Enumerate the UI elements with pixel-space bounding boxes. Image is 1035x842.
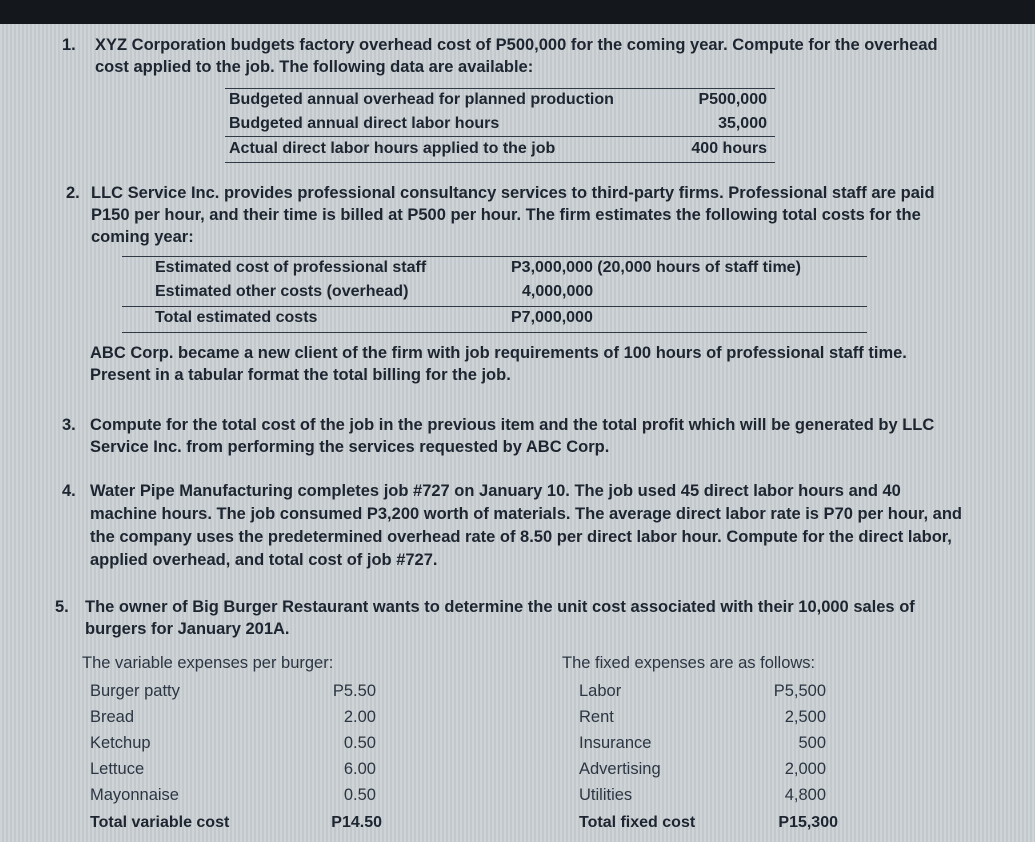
screen-top-bezel (0, 0, 1035, 24)
fixed-total-value: P15,300 (778, 814, 838, 831)
q3-number: 3. (62, 416, 76, 434)
q1-table-bottom-rule (225, 162, 775, 163)
q1-row-3-label: Actual direct labor hours applied to the job (229, 140, 556, 157)
q1-row-2-value: 35,000 (718, 115, 767, 132)
fixed-heading: The fixed expenses are as follows: (562, 654, 816, 672)
q2-table-bottom-rule (122, 332, 867, 333)
q5-number: 5. (55, 598, 69, 616)
q5-text: The owner of Big Burger Restaurant wants to determine the unit cost associated with their 10,000 sales of burgers for January 201A. (85, 598, 915, 638)
variable-item-label: Burger patty (90, 682, 180, 700)
q1-table-top-rule (225, 88, 775, 89)
variable-item-value: 6.00 (343, 760, 376, 778)
fixed-item-value: 2,000 (784, 760, 826, 778)
q1-number: 1. (62, 36, 76, 54)
variable-item-value: 0.50 (343, 786, 376, 804)
q4-number: 4. (62, 482, 76, 500)
variable-item-label: Mayonnaise (90, 786, 179, 804)
q1-row-1-label: Budgeted annual overhead for planned production (229, 91, 614, 108)
fixed-item-label: Insurance (579, 734, 652, 752)
variable-item-value: 2.00 (343, 708, 376, 726)
q1-table-mid-rule (225, 136, 775, 137)
q2-row-3-label: Total estimated costs (155, 309, 318, 326)
q5-fixed-expenses (562, 654, 862, 840)
fixed-item-value: 2,500 (784, 708, 826, 726)
q2-table-mid-rule (122, 306, 867, 307)
q1-text: XYZ Corporation budgets factory overhead cost of P500,000 for the coming year. Compute for the overhead cost applied to the job. The following data are available: (95, 36, 938, 76)
q4-text: Water Pipe Manufacturing completes job #727 on January 10. The job used 45 direct labor hours and 40 machine hours. The job consumed P3,200 worth of materials. The average direct labor rate is P70 per hour, and the company uses the predetermined overhead rate of 8.50 per direct labor hour. Compute for the direct labor, applied overhead, and total cost of job #727. (90, 482, 963, 569)
q1-row-2-label: Budgeted annual direct labor hours (229, 115, 500, 132)
q2-table-top-rule (122, 256, 867, 257)
fixed-item-label: Utilities (579, 786, 633, 804)
variable-heading: The variable expenses per burger: (82, 654, 334, 672)
q2-table (122, 256, 867, 336)
q2-row-2-value: 4,000,000 (522, 283, 594, 300)
fixed-item-value: P5,500 (773, 682, 826, 700)
q2-text: LLC Service Inc. provides professional consultancy services to third-party firms. Professional staff are paid P150 per hour, and their time is billed at P500 per hour. The firm estimates the following total costs for the coming year: (91, 184, 935, 246)
q1-row-1-value: P500,000 (698, 91, 767, 108)
q3-text: Compute for the total cost of the job in the previous item and the total profit which will be generated by LLC Service Inc. from performing the services requested by ABC Corp. (90, 416, 935, 456)
fixed-item-value: 500 (798, 734, 826, 752)
q1-table (225, 88, 775, 166)
q2-followup-text: ABC Corp. became a new client of the firm with job requirements of 100 hours of professional staff time. Present in a tabular format the total billing for the job. (90, 344, 907, 384)
fixed-item-label: Rent (579, 708, 614, 726)
fixed-item-label: Labor (579, 682, 622, 700)
q2-row-3-value: P7,000,000 (511, 309, 593, 326)
fixed-total-label: Total fixed cost (579, 814, 696, 831)
fixed-item-label: Advertising (579, 760, 661, 778)
q2-row-1-label: Estimated cost of professional staff (155, 259, 427, 276)
fixed-item-value: 4,800 (784, 786, 826, 804)
q2-row-2-label: Estimated other costs (overhead) (155, 283, 409, 300)
q1-row-3-value: 400 hours (691, 140, 767, 157)
variable-item-value: 0.50 (343, 734, 376, 752)
variable-item-value: P5.50 (332, 682, 376, 700)
variable-item-label: Bread (90, 708, 135, 726)
variable-item-label: Lettuce (90, 760, 145, 778)
q2-number: 2. (66, 184, 80, 202)
variable-total-value: P14.50 (331, 814, 382, 831)
q2-row-1-value: P3,000,000 (20,000 hours of staff time) (511, 259, 801, 276)
variable-item-label: Ketchup (90, 734, 151, 752)
q5-variable-expenses (82, 654, 412, 840)
variable-total-label: Total variable cost (90, 814, 230, 831)
